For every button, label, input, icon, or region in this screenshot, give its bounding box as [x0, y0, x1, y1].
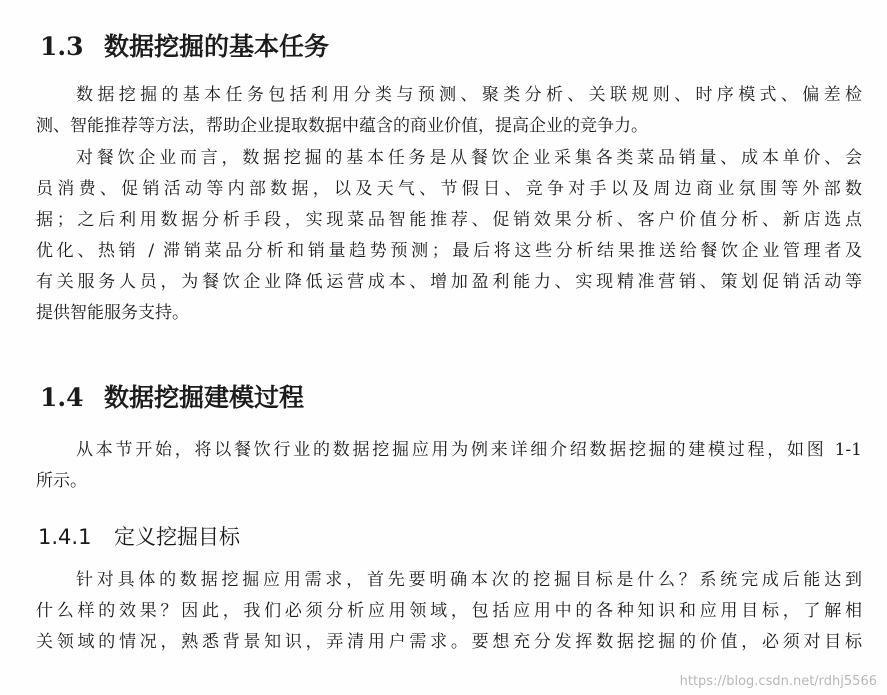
text-line: 员消费、促销活动等内部数据，以及天气、节假日、竞争对手以及周边商业氛围等外部数 — [36, 179, 862, 199]
watermark-text: https://blog.csdn.net/rdhj5566 — [679, 674, 877, 689]
text-line: 优化、热销 / 滞销菜品分析和销量趋势预测；最后将这些分析结果推送给餐饮企业管理者及 — [36, 241, 862, 261]
section-number: 1.4 — [40, 383, 84, 412]
text-line: 从本节开始，将以餐饮行业的数据挖掘应用为例来详细介绍数据挖掘的建模过程，如图 1-1 — [76, 440, 862, 460]
paragraph — [36, 565, 862, 658]
text-line: 关领域的情况，熟悉背景知识，弄清用户需求。要想充分发挥数据挖掘的价值，必须对目标 — [36, 632, 862, 652]
text-line: 对餐饮企业而言，数据挖掘的基本任务是从餐饮企业采集各类菜品销量、成本单价、会 — [76, 148, 862, 168]
text-line: 针对具体的数据挖掘应用需求，首先要明确本次的挖掘目标是什么？系统完成后能达到 — [76, 570, 862, 590]
section-number: 1.3 — [40, 32, 84, 61]
text-line: 数据挖掘的基本任务包括利用分类与预测、聚类分析、关联规则、时序模式、偏差检 — [76, 85, 862, 105]
section-1-3-heading — [40, 32, 329, 62]
paragraph — [36, 80, 862, 142]
section-title: 数据挖掘建模过程 — [104, 383, 305, 412]
text-line: 什么样的效果？因此，我们必须分析应用领域，包括应用中的各种知识和应用目标，了解相 — [36, 601, 862, 621]
section-1-4-heading — [40, 383, 304, 413]
section-1-4-1-heading — [38, 524, 240, 550]
text-line: 有关服务人员，为餐饮企业降低运营成本、增加盈利能力、实现精准营销、策划促销活动等 — [36, 272, 862, 292]
section-number: 1.4.1 — [38, 525, 92, 549]
paragraph — [36, 435, 862, 497]
section-title: 定义挖掘目标 — [114, 525, 240, 549]
text-line: 提供智能服务支持。 — [36, 303, 189, 323]
paragraph — [36, 143, 862, 329]
text-line: 所示。 — [36, 471, 87, 491]
section-title: 数据挖掘的基本任务 — [104, 32, 330, 61]
text-line: 据；之后利用数据分析手段，实现菜品智能推荐、促销效果分析、客户价值分析、新店选点 — [36, 210, 862, 230]
text-line: 测、智能推荐等方法，帮助企业提取数据中蕴含的商业价值，提高企业的竞争力。 — [36, 116, 648, 136]
